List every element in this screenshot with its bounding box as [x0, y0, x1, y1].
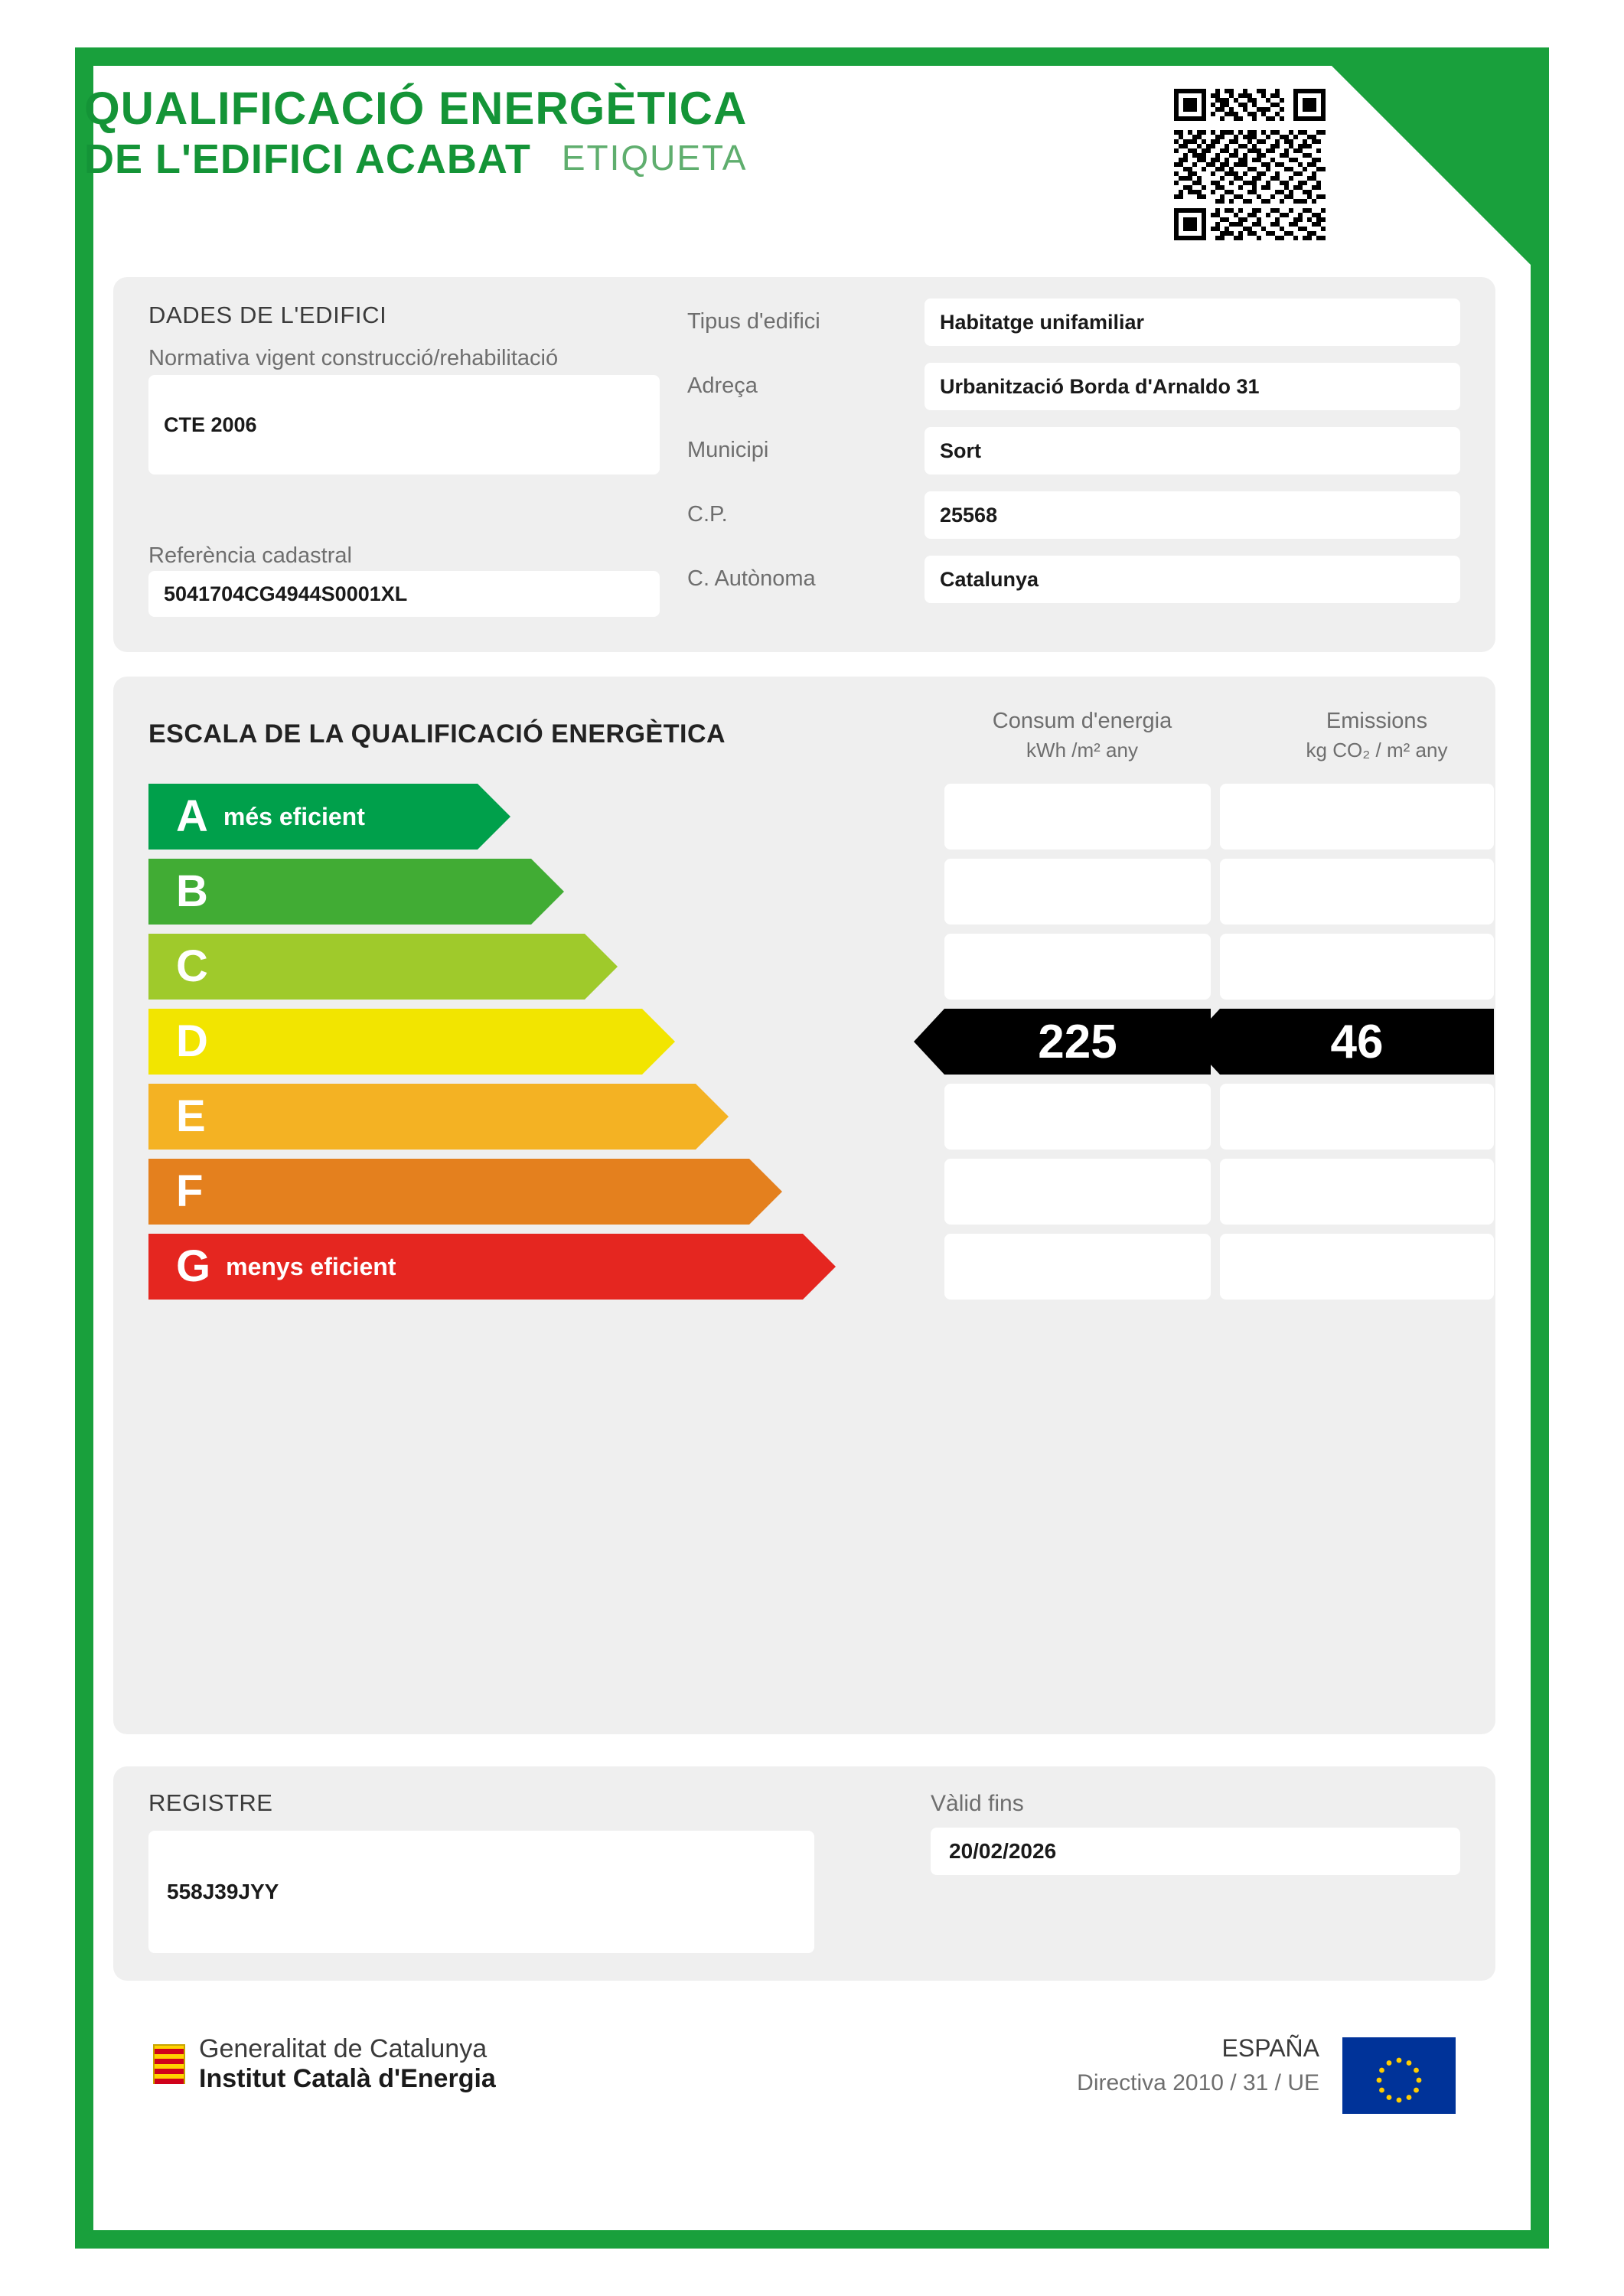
catalonia-shield-icon — [153, 2044, 185, 2084]
consum-empty-cell — [944, 1084, 1211, 1150]
bar-arrow-tip — [478, 784, 510, 850]
building-data-title: DADES DE L'EDIFICI — [148, 302, 387, 328]
generalitat-line1: Generalitat de Catalunya — [199, 2034, 488, 2063]
emissions-empty-cell — [1220, 784, 1494, 850]
valid-until-value: 20/02/2026 — [931, 1828, 1460, 1875]
directiva-label: Directiva 2010 / 31 / UE — [1077, 2070, 1319, 2095]
building-field-row — [687, 556, 1460, 620]
energy-class-letter: C — [176, 941, 208, 991]
energy-scale-panel — [113, 677, 1495, 1734]
building-field-row — [687, 491, 1460, 556]
field-label: Municipi — [687, 438, 769, 462]
page-subtitle: DE L'EDIFICI ACABAT — [84, 136, 531, 183]
field-label: Adreça — [687, 373, 758, 398]
column-header-emissions — [1220, 709, 1534, 762]
energy-class-letter: A — [176, 791, 208, 841]
emissions-empty-cell — [1220, 1159, 1494, 1225]
energy-class-bar-e — [148, 1084, 696, 1150]
document-footer — [113, 2020, 1495, 2143]
energy-scale-rows — [148, 784, 1460, 1309]
emissions-empty-cell — [1220, 1234, 1494, 1300]
emissions-empty-cell — [1220, 934, 1494, 1000]
consum-empty-cell — [944, 1234, 1211, 1300]
energy-class-note: més eficient — [223, 802, 365, 830]
energy-scale-row — [148, 859, 1460, 925]
field-label: C.P. — [687, 502, 728, 527]
normativa-value: CTE 2006 — [148, 375, 660, 475]
generalitat-line2: Institut Català d'Energia — [199, 2064, 496, 2094]
bar-arrow-tip — [642, 1009, 675, 1075]
generalitat-logo — [153, 2034, 496, 2094]
energy-scale-row — [148, 1084, 1460, 1150]
energy-scale-row — [148, 1009, 1460, 1075]
consum-empty-cell — [944, 784, 1211, 850]
energy-class-letter: F — [176, 1166, 204, 1216]
energy-class-letter: B — [176, 866, 208, 916]
registre-value: 558J39JYY — [148, 1831, 814, 1953]
bar-arrow-tip — [585, 934, 618, 1000]
field-value: 25568 — [925, 491, 1460, 539]
field-label: Tipus d'edifici — [687, 309, 820, 334]
espana-block — [1077, 2034, 1319, 2096]
building-field-row — [687, 363, 1460, 427]
bar-arrow-tip — [531, 859, 564, 925]
column-header-consum — [944, 709, 1220, 762]
registre-title: REGISTRE — [148, 1789, 273, 1816]
eu-flag-icon — [1342, 2037, 1456, 2114]
emissions-header-line1: Emissions — [1326, 709, 1428, 733]
registre-panel — [113, 1766, 1495, 1981]
corner-wedge-decoration — [1332, 66, 1531, 265]
emissions-empty-cell — [1220, 859, 1494, 925]
field-value: Catalunya — [925, 556, 1460, 603]
bar-arrow-tip — [749, 1159, 782, 1225]
energy-class-letter: E — [176, 1091, 206, 1141]
energy-class-note: menys eficient — [226, 1252, 396, 1280]
field-value: Sort — [925, 427, 1460, 475]
valid-until-label: Vàlid fins — [931, 1791, 1024, 1816]
energy-scale-row — [148, 784, 1460, 850]
emissions-value-badge: 46 — [1220, 1009, 1494, 1075]
energy-scale-row — [148, 934, 1460, 1000]
energy-class-bar-g — [148, 1234, 803, 1300]
document-header — [84, 84, 1156, 181]
consum-empty-cell — [944, 859, 1211, 925]
building-field-row — [687, 427, 1460, 491]
energy-scale-row — [148, 1159, 1460, 1225]
building-data-panel — [113, 277, 1495, 652]
bar-arrow-tip — [696, 1084, 729, 1150]
energy-class-bar-f — [148, 1159, 749, 1225]
energy-class-bar-c — [148, 934, 585, 1000]
consum-empty-cell — [944, 934, 1211, 1000]
page-title: QUALIFICACIÓ ENERGÈTICA — [84, 83, 748, 134]
consum-header-line1: Consum d'energia — [992, 709, 1172, 733]
field-label: C. Autònoma — [687, 566, 816, 591]
energy-class-bar-d — [148, 1009, 642, 1075]
bar-arrow-tip — [803, 1234, 836, 1300]
energy-scale-row — [148, 1234, 1460, 1300]
consum-empty-cell — [944, 1159, 1211, 1225]
energy-class-letter: G — [176, 1241, 211, 1291]
energy-class-letter: D — [176, 1016, 208, 1066]
emissions-empty-cell — [1220, 1084, 1494, 1150]
consum-value-badge: 225 — [944, 1009, 1211, 1075]
field-value: Urbanització Borda d'Arnaldo 31 — [925, 363, 1460, 410]
qr-code-icon — [1169, 84, 1330, 245]
energy-class-bar-a — [148, 784, 478, 850]
espana-label: ESPAÑA — [1221, 2034, 1319, 2062]
etiqueta-badge: ETIQUETA — [561, 138, 748, 178]
energy-class-bar-b — [148, 859, 531, 925]
normativa-label: Normativa vigent construcció/rehabilitació — [148, 346, 559, 370]
referencia-cadastral-label: Referència cadastral — [148, 543, 352, 568]
field-value: Habitatge unifamiliar — [925, 298, 1460, 346]
energy-scale-title: ESCALA DE LA QUALIFICACIÓ ENERGÈTICA — [148, 719, 726, 748]
referencia-cadastral-value: 5041704CG4944S0001XL — [148, 571, 660, 617]
emissions-header-units: kg CO₂ / m² any — [1306, 739, 1448, 762]
building-field-rows — [687, 298, 1460, 620]
consum-header-units: kWh /m² any — [1026, 739, 1138, 762]
building-field-row — [687, 298, 1460, 363]
